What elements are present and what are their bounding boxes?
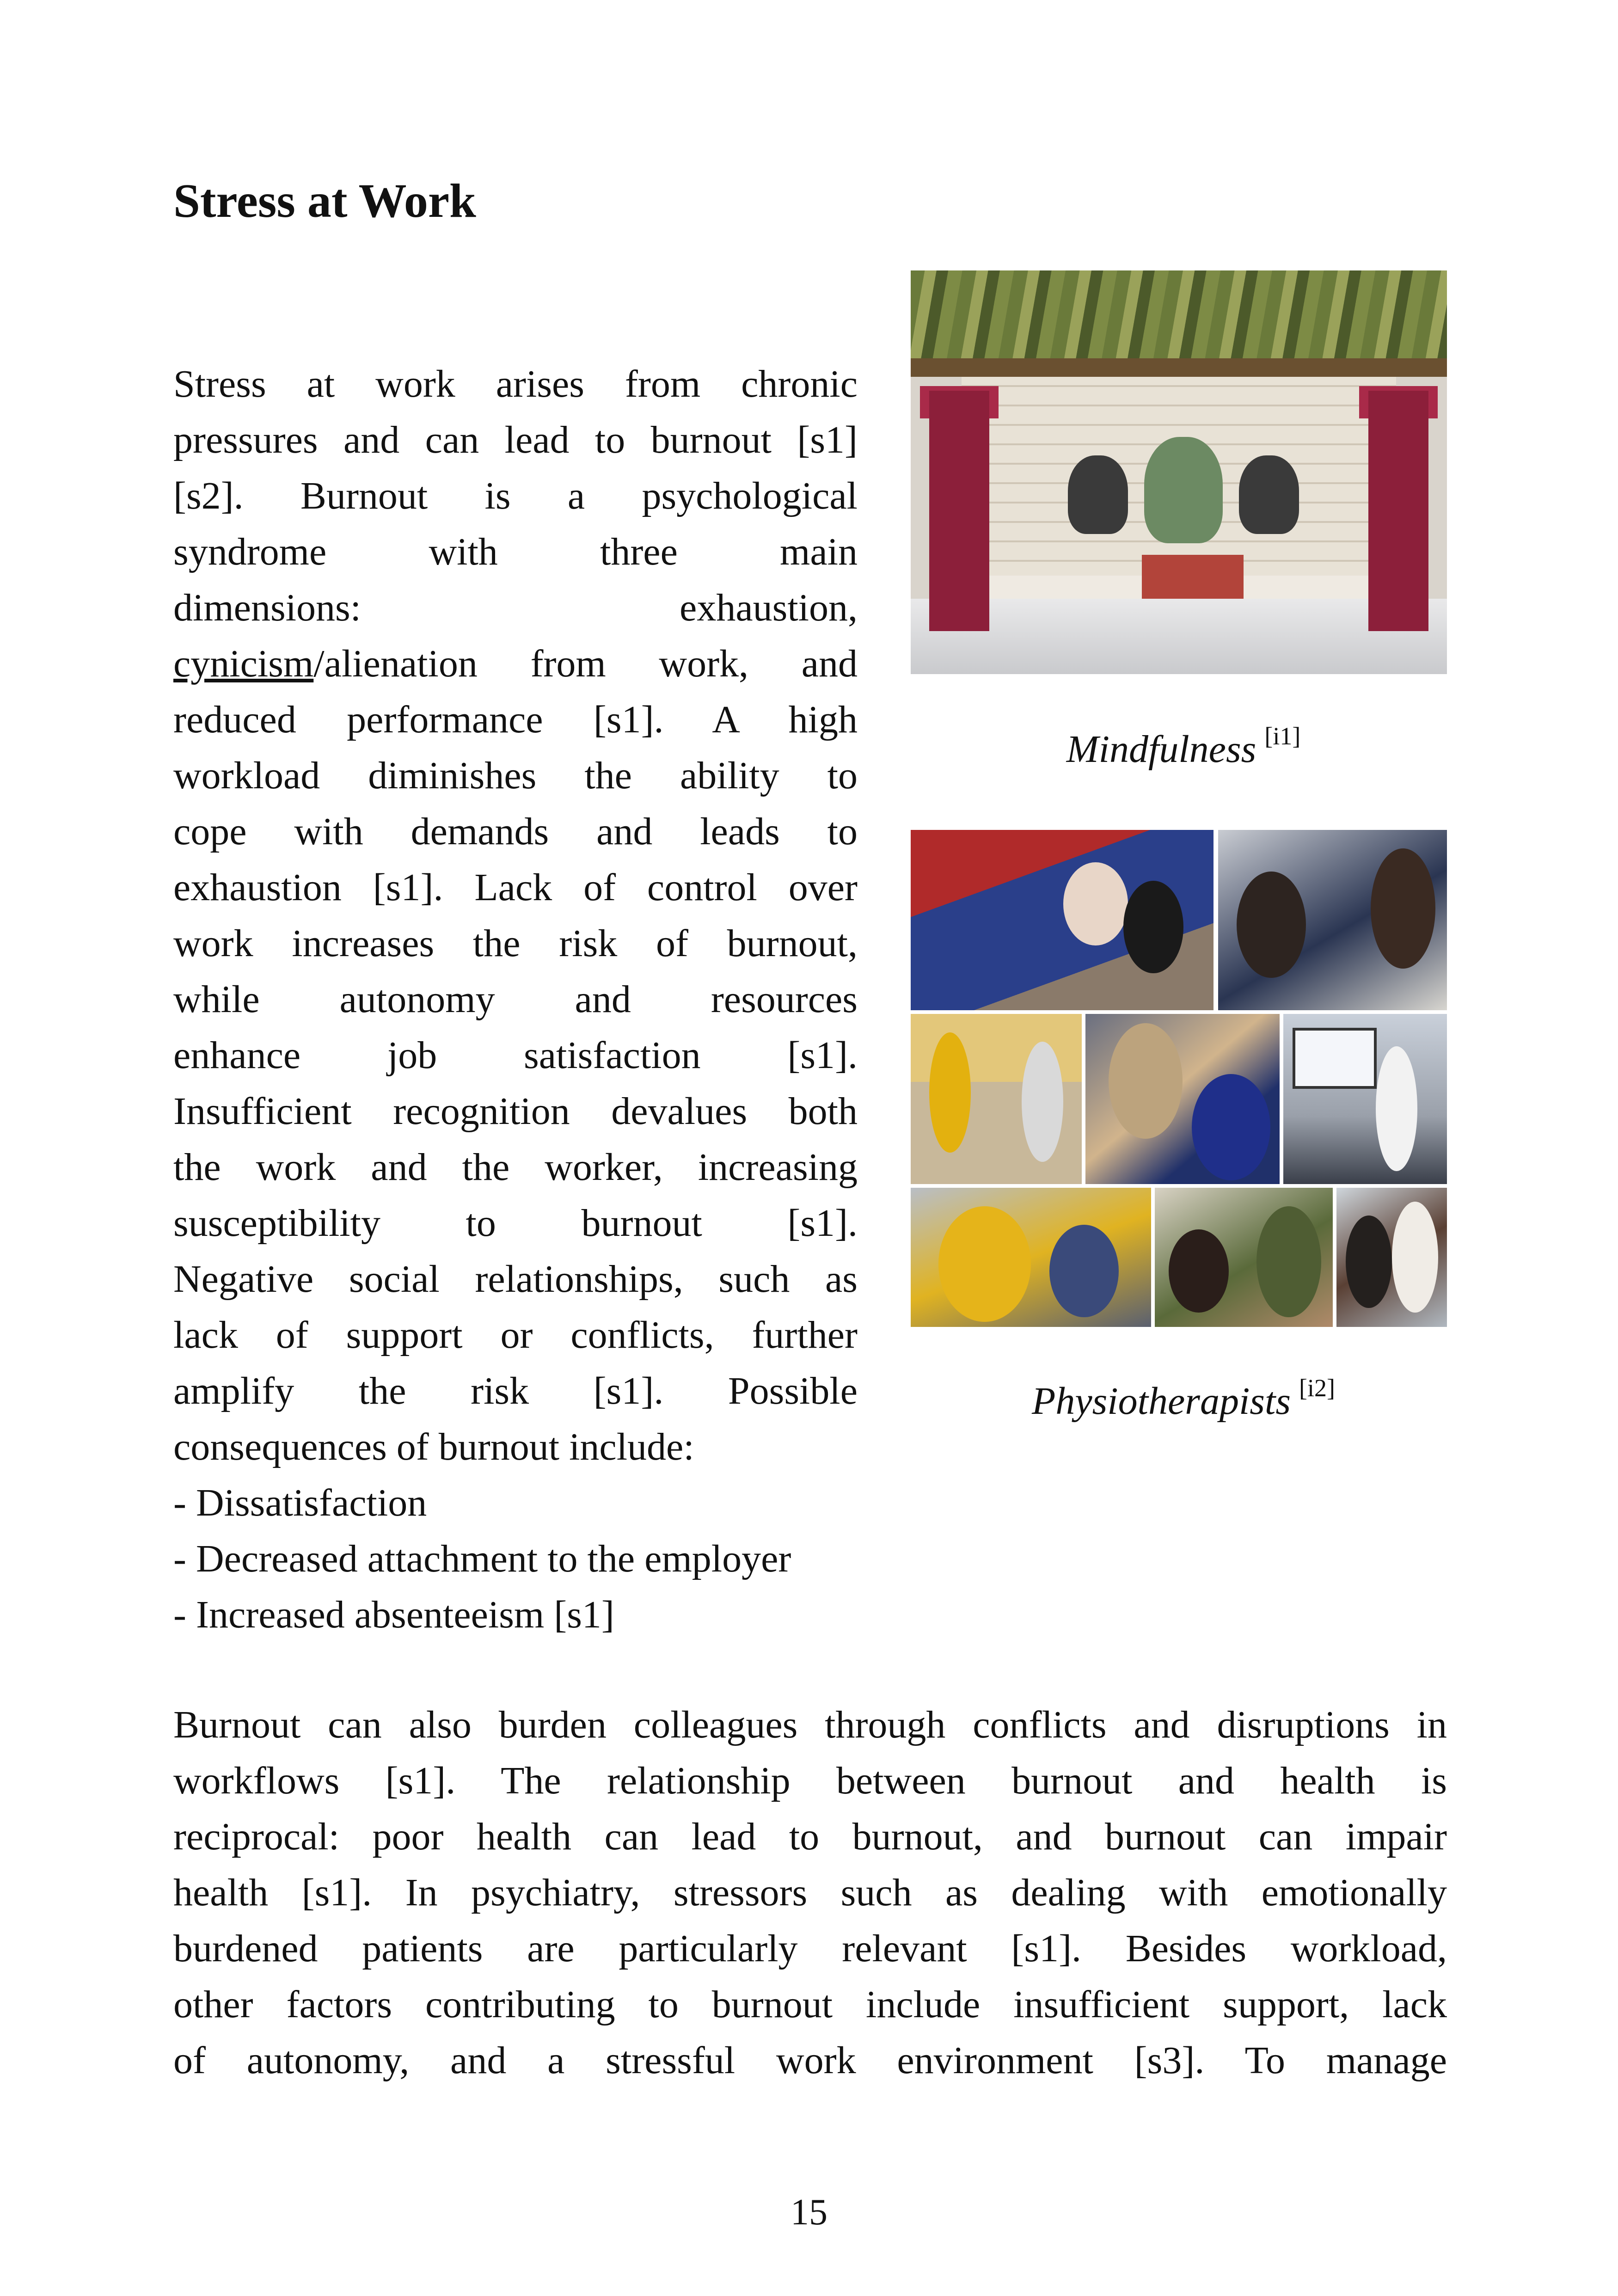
person-figure <box>1192 1074 1270 1180</box>
person-figure <box>1371 848 1435 969</box>
collage-photo-1 <box>911 830 1214 1010</box>
text-line: cope with demands and leads to <box>173 810 858 853</box>
text-line: pressures and can lead to burnout [s1] <box>173 418 858 461</box>
offering-table <box>1142 555 1244 599</box>
text-line: of autonomy, and a stressful work environment [s3]. To manage <box>173 2039 1447 2082</box>
text-line: - Increased absenteeism [s1] <box>173 1593 614 1636</box>
text-line: exhaustion [s1]. Lack of control over <box>173 866 858 909</box>
person-figure <box>938 1206 1031 1322</box>
section-title: Stress at Work <box>173 174 476 227</box>
figure-caption-mindfulness <box>999 721 1368 773</box>
caption-ref: [i2] <box>1299 1374 1335 1402</box>
text-line: workload diminishes the ability to <box>173 754 858 797</box>
collage-photo-8 <box>1336 1188 1447 1327</box>
text-line: enhance job satisfaction [s1]. <box>173 1034 858 1077</box>
collage-photo-2 <box>1218 830 1447 1010</box>
collage-photo-5 <box>1283 1014 1447 1184</box>
person-figure <box>1376 1046 1417 1171</box>
text-line: - Dissatisfaction <box>173 1481 427 1524</box>
text-line: amplify the risk [s1]. Possible <box>173 1369 858 1412</box>
caption-text: Mindfulness <box>1066 728 1256 771</box>
text-line: - Decreased attachment to the employer <box>173 1537 791 1580</box>
text-line: consequences of burnout include: <box>173 1425 694 1468</box>
person-figure <box>1256 1206 1321 1317</box>
figure-caption-physiotherapists <box>975 1373 1391 1425</box>
collage-photo-6 <box>911 1188 1151 1327</box>
collage-photo-7 <box>1155 1188 1333 1327</box>
text-line: while autonomy and resources <box>173 978 858 1021</box>
text-line: [s2]. Burnout is a psychological <box>173 474 858 517</box>
text-line: reciprocal: poor health can lead to burnout, and burnout can impair <box>173 1815 1447 1858</box>
text-line: reduced performance [s1]. A high <box>173 698 858 741</box>
pillar-right <box>1368 391 1428 631</box>
text-line: the work and the worker, increasing <box>173 1146 858 1189</box>
text-line: Negative social relationships, such as <box>173 1258 858 1301</box>
buddha-statue-right <box>1239 455 1299 534</box>
page-number: 15 <box>791 2192 827 2233</box>
presentation-screen <box>1293 1028 1377 1089</box>
body-text-column <box>173 356 858 1643</box>
person-figure <box>1169 1229 1229 1313</box>
collage-photo-4 <box>1085 1014 1280 1184</box>
person-figure <box>1022 1042 1063 1162</box>
person-figure <box>1392 1202 1438 1313</box>
collage-photo-3 <box>911 1014 1082 1184</box>
text-line: lack of support or conflicts, further <box>173 1314 858 1357</box>
person-figure <box>1346 1216 1392 1308</box>
text-line: Insufficient recognition devalues both <box>173 1090 858 1133</box>
shrine-roof <box>911 270 1447 368</box>
buddha-statue-left <box>1068 455 1128 534</box>
shrine-floor <box>911 599 1447 674</box>
person-figure <box>1063 862 1128 945</box>
text-line: burdened patients are particularly relevant [s1]. Besides workload, <box>173 1927 1447 1970</box>
person-figure <box>1123 881 1183 973</box>
body-text-full-width <box>173 1697 1447 2088</box>
text-line: cynicism/alienation from work, and <box>173 642 858 685</box>
caption-text: Physiotherapists <box>1032 1380 1291 1423</box>
buddha-statue-center <box>1144 437 1223 543</box>
person-figure <box>1109 1023 1183 1139</box>
text-line: Stress at work arises from chronic <box>173 362 858 405</box>
physiotherapists-collage <box>911 830 1447 1327</box>
text-line: work increases the risk of burnout, <box>173 922 858 965</box>
text-line: susceptibility to burnout [s1]. <box>173 1202 858 1245</box>
underlined-term: cynicism <box>173 642 314 685</box>
text-line: syndrome with three main <box>173 530 858 573</box>
shrine-roof-edge <box>911 358 1447 377</box>
text-line: health [s1]. In psychiatry, stressors such as dealing with emotionally <box>173 1871 1447 1914</box>
text-line: other factors contributing to burnout include insufficient support, lack <box>173 1983 1447 2026</box>
person-figure <box>1049 1225 1119 1317</box>
person-figure <box>929 1032 971 1153</box>
text-line: Burnout can also burden colleagues through conflicts and disruptions in <box>173 1703 1447 1746</box>
mindfulness-image <box>911 270 1447 674</box>
caption-ref: [i1] <box>1264 722 1301 750</box>
pillar-left <box>929 391 989 631</box>
text-line: dimensions: exhaustion, <box>173 586 858 629</box>
person-figure <box>1237 872 1306 978</box>
text-line: workflows [s1]. The relationship between burnout and health is <box>173 1759 1447 1802</box>
